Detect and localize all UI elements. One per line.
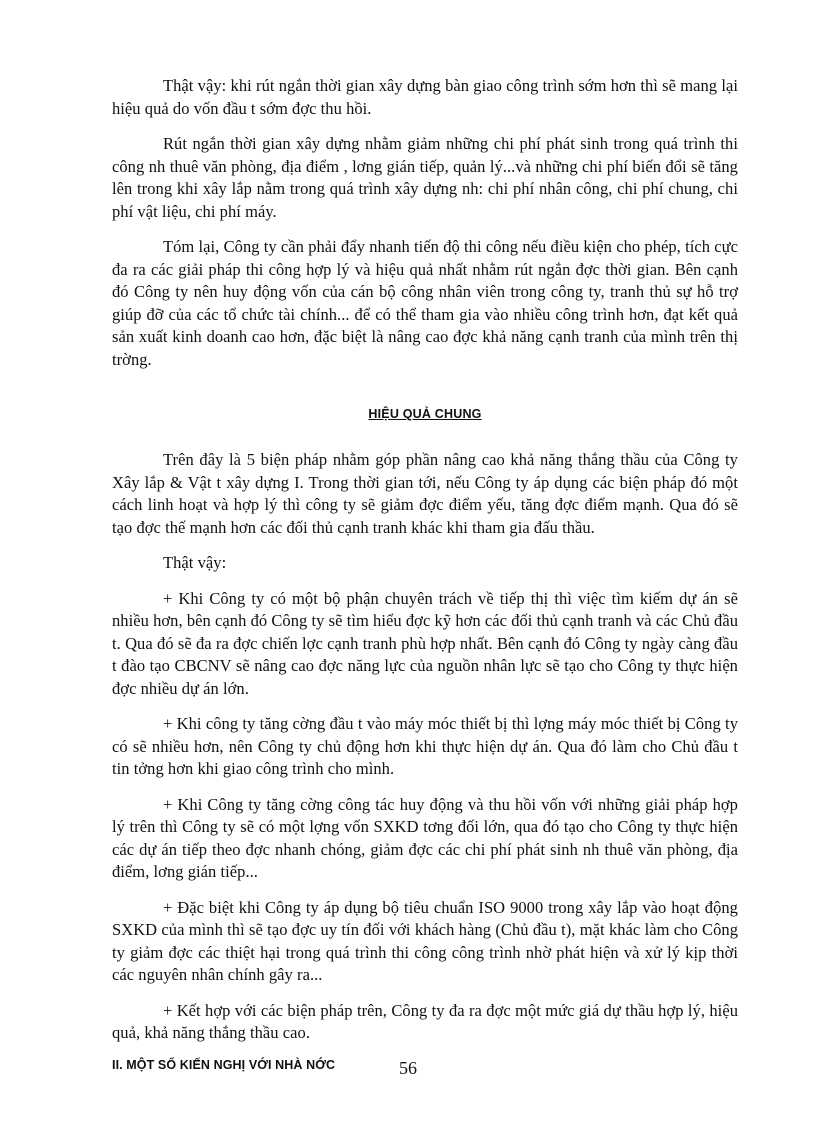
paragraph: + Khi Công ty có một bộ phận chuyên trách về tiếp thị thì việc tìm kiếm dự án sẽ nhiều hơn, bên cạnh đó Công ty sẽ tìm hiểu đợc kỹ hơn các đối thủ cạnh tranh và các Chủ đầu t. Qua đó sẽ đa ra đợc chiến lợc cạnh tranh phù hợp nhất. Bên cạnh đó Công ty ngày càng đầu t đào tạo CBCNV sẽ nâng cao đợc năng lực của nguồn nhân lực sẽ tạo cho Công ty thực hiện đợc nhiều dự án lớn. [112,588,738,698]
paragraph: + Khi Công ty tăng cờng công tác huy động và thu hồi vốn với những giải pháp hợp lý trên thì Công ty sẽ có một lợng vốn SXKD tơng đối lớn, qua đó tạo cho Công ty thực hiện các dự án tiếp theo đợc nhanh chóng, giảm đợc các chi phí phát sinh nh thuê văn phòng, địa điểm, lơng gián tiếp... [112,794,738,881]
paragraph: + Kết hợp với các biện pháp trên, Công ty đa ra đợc một mức giá dự thầu hợp lý, hiệu quả, khả năng thắng thầu cao. [112,1000,738,1042]
page-content [112,75,738,1072]
section-title: II. MỘT SỐ KIẾN NGHỊ VỚI NHÀ NỚC [112,1057,336,1072]
section-heading: HIỆU QUẢ CHUNG [368,407,482,421]
paragraph: Thật vậy: [163,553,227,572]
paragraph: + Đặc biệt khi Công ty áp dụng bộ tiêu chuẩn ISO 9000 trong xây lắp vào hoạt động SXKD của mình thì sẽ tạo đợc uy tín đối với khách hàng (Chủ đầu t), mặt khác làm cho Công ty giảm đợc các thiệt hại trong quá trình thi công công trình nhờ phát hiện và xử lý kịp thời các nguyên nhân chính gây ra... [112,897,738,984]
paragraph: Thật vậy: khi rút ngắn thời gian xây dựng bàn giao công trình sớm hơn thì sẽ mang lại hiệu quả do vốn đầu t sớm đợc thu hồi. [112,76,738,118]
paragraph: Rút ngắn thời gian xây dựng nhằm giảm những chi phí phát sinh trong quá trình thi công nh thuê văn phòng, địa điểm , lơng gián tiếp, quản lý...và những chi phí biến đổi sẽ tăng lên trong khi xây lắp nằm trong quá trình xây dựng nh: chi phí nhân công, chi phí chung, chi phí vật liệu, chi phí máy. [112,134,738,221]
page-number: 56 [399,1058,417,1078]
paragraph: Tóm lại, Công ty cần phải đẩy nhanh tiến độ thi công nếu điều kiện cho phép, tích cực đa ra các giải pháp thi công hợp lý và hiệu quả nhất nhằm rút ngắn đợc thời gian. Bên cạnh đó Công ty nên huy động vốn của cán bộ công nhân viên trong công ty, tranh thủ sự hỗ trợ giúp đỡ của các tổ chức tài chính... để có thể tham gia vào nhiều công trình hơn, đạt kết quả sản xuất kinh doanh cao hơn, đặc biệt là nâng cao đợc khả năng cạnh tranh của mình trên thị trờng. [112,237,738,369]
paragraph: + Khi công ty tăng cờng đầu t vào máy móc thiết bị thì lợng máy móc thiết bị Công ty có sẽ nhiều hơn, nên Công ty chủ động hơn khi thực hiện dự án. Qua đó làm cho Chủ đầu t tin tởng hơn khi giao công trình cho mình. [112,714,738,778]
paragraph: Trên đây là 5 biện pháp nhằm góp phần nâng cao khả năng thắng thầu của Công ty Xây lắp & Vật t xây dựng I. Trong thời gian tới, nếu Công ty áp dụng các biện pháp đó một cách linh hoạt và hợp lý thì công ty sẽ giảm đợc điểm yếu, tăng đợc điểm mạnh. Qua đó sẽ tạo đợc thế mạnh hơn các đối thủ cạnh tranh khác khi tham gia đấu thầu. [112,450,738,537]
